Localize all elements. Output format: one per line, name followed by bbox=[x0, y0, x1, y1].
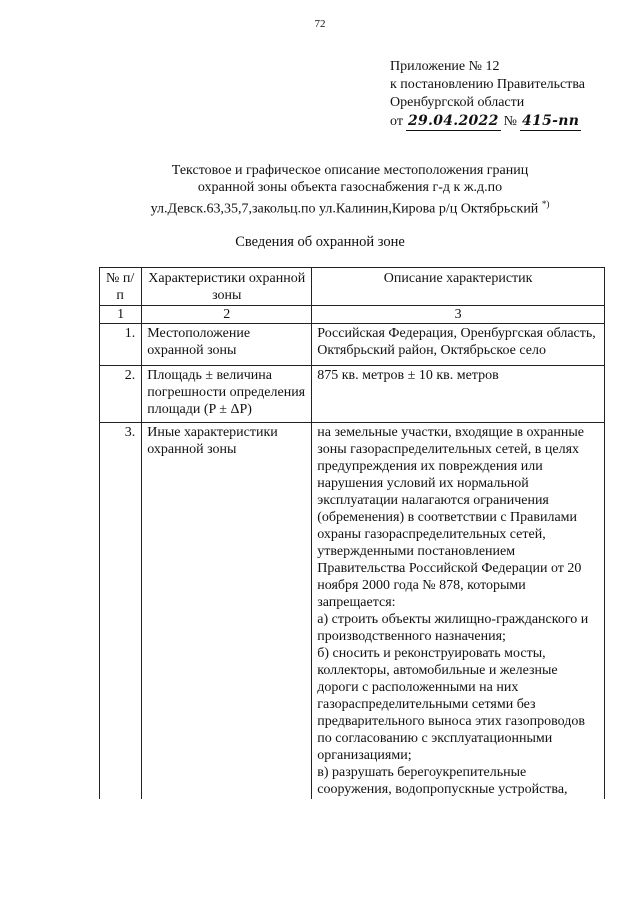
description-paragraph: в) разрушать берегоукрепительные сооружения, водопропускные устройства, bbox=[317, 765, 568, 797]
appendix-date-line bbox=[390, 112, 630, 131]
row-description: 875 кв. метров ± 10 кв. метров bbox=[312, 366, 605, 423]
handwritten-date: 29.04.2022 bbox=[407, 113, 499, 129]
row-num: 1. bbox=[100, 324, 142, 366]
header-description: Описание характеристик bbox=[312, 268, 605, 306]
index-cell: 3 bbox=[312, 306, 605, 324]
table-header-row bbox=[100, 268, 605, 306]
appendix-line: Оренбургской области bbox=[390, 95, 525, 110]
appendix-line: к постановлению Правительства bbox=[390, 77, 586, 92]
row-characteristic: Местоположение охранной зоны bbox=[142, 324, 312, 366]
appendix-block bbox=[390, 58, 630, 131]
table-index-row bbox=[100, 306, 605, 324]
row-characteristic: Иные характеристики охранной зоны bbox=[142, 423, 312, 800]
row-num: 2. bbox=[100, 366, 142, 423]
description-paragraph: б) сносить и реконструировать мосты, коллекторы, автомобильные и железные дороги с расположенными на них газораспределительными сетями без предварительного выноса этих газопроводов по согласованию с эксплуатационными организациями; bbox=[317, 646, 585, 763]
description-paragraph: а) строить объекты жилищно-гражданского и производственного назначения; bbox=[317, 612, 589, 644]
description-paragraph: на земельные участки, входящие в охранные зоны газораспределительных сетей, в целях предупреждения их повреждения или нарушения условий их нормальной эксплуатации налагаются ограничения (обременения) в соответствии с Правилами охраны газораспределительных сетей, утвержденными постановлением Правительства Российской Федерации от 20 ноября 2000 года № 878, которыми запрещается: bbox=[317, 425, 584, 610]
title-line: Текстовое и графическое описание местоположения границ bbox=[171, 163, 529, 178]
table-row bbox=[100, 366, 605, 423]
row-description bbox=[312, 423, 605, 800]
page-number: 72 bbox=[314, 18, 326, 30]
row-num: 3. bbox=[100, 423, 142, 800]
document-title bbox=[80, 162, 620, 218]
row-description: Российская Федерация, Оренбургская область, Октябрьский район, Октябрьское село bbox=[312, 324, 605, 366]
section-title: Сведения об охранной зоне bbox=[235, 234, 405, 250]
protection-zone-table bbox=[99, 267, 605, 799]
header-num: № п/п bbox=[100, 268, 142, 306]
index-cell: 2 bbox=[142, 306, 312, 324]
date-prefix: от bbox=[390, 114, 403, 129]
header-characteristics: Характеристики охранной зоны bbox=[142, 268, 312, 306]
title-line bbox=[80, 196, 620, 218]
row-characteristic: Площадь ± величина погрешности определения площади (P ± ΔP) bbox=[142, 366, 312, 423]
table-row bbox=[100, 423, 605, 800]
appendix-line: Приложение № 12 bbox=[390, 59, 500, 74]
footnote-mark: *) bbox=[541, 199, 550, 209]
number-sign: № bbox=[503, 114, 517, 129]
table-row bbox=[100, 324, 605, 366]
index-cell: 1 bbox=[100, 306, 142, 324]
title-line-text: ул.Девск.63,35,7,закольц.по ул.Калинин,Кирова р/ц Октябрьский bbox=[150, 201, 539, 217]
title-line: охранной зоны объекта газоснабжения г-д к ж.д.по bbox=[197, 180, 503, 195]
handwritten-number: 415-пп bbox=[521, 113, 580, 129]
